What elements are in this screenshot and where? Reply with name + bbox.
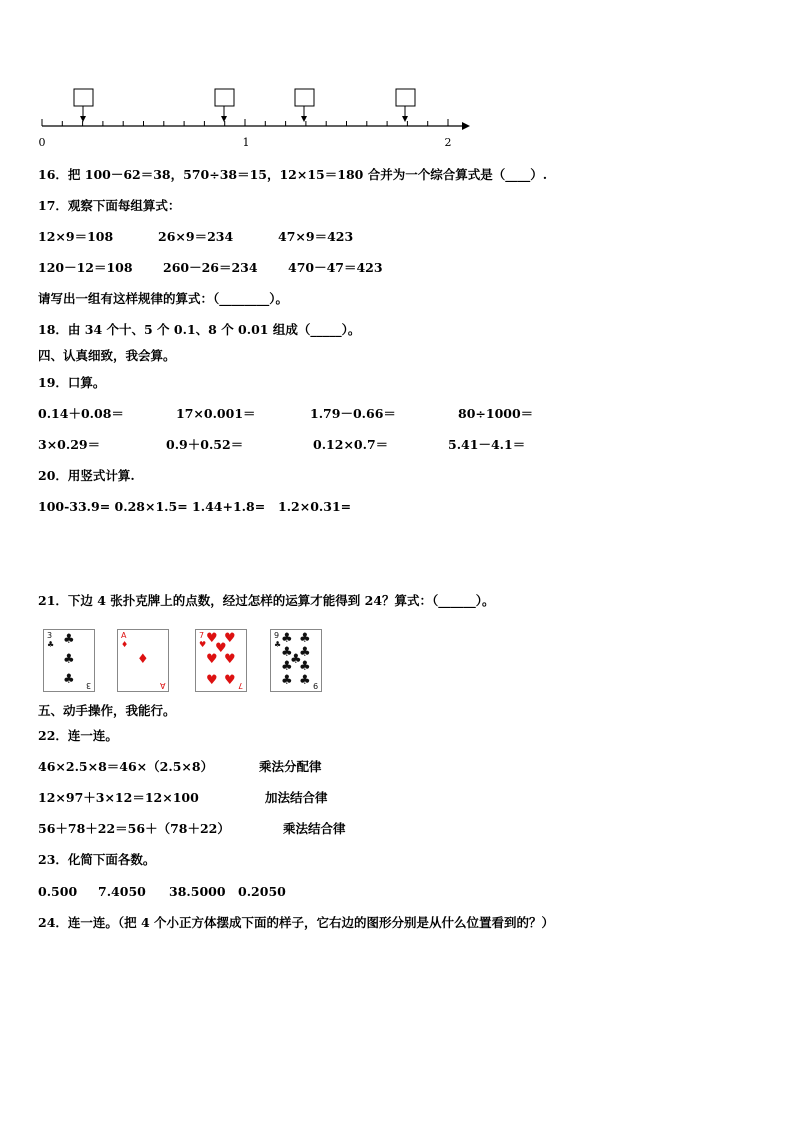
answer-box-2[interactable] <box>215 89 234 122</box>
q17-row2-item: 120－12＝108 <box>38 260 133 275</box>
question-19-title: 19．口算。 <box>38 375 106 390</box>
playing-card-a-diamonds <box>117 629 169 692</box>
question-16: 16．把 100－62＝38，570÷38＝15，12×15＝180 合并为一个综合算式是（____）. <box>38 167 548 182</box>
answer-box-4[interactable] <box>396 89 415 122</box>
section-5-title: 五、动手操作，我能行。 <box>38 703 176 718</box>
q17-row2-item: 260－26＝234 <box>163 260 258 275</box>
q19-row1-item: 0.14＋0.08＝ <box>38 406 124 421</box>
card-rank: A <box>121 631 127 640</box>
q19-row1-item: 80÷1000＝ <box>458 406 534 421</box>
question-21: 21．下边 4 张扑克牌上的点数，经过怎样的运算才能得到 24？算式：（______）。 <box>38 593 495 608</box>
number-line-label-1: 1 <box>242 136 250 149</box>
heart-icon: ♥ <box>206 673 218 688</box>
diamond-icon: ♦ <box>137 652 149 667</box>
q19-row2-item: 0.12×0.7＝ <box>313 437 389 452</box>
heart-icon: ♥ <box>206 652 218 667</box>
q17-row2-item: 470－47＝423 <box>288 260 383 275</box>
q19-row2-item: 0.9＋0.52＝ <box>166 437 244 452</box>
card-rank-inverted: A <box>159 681 165 690</box>
section-4-title: 四、认真细致，我会算。 <box>38 348 176 363</box>
card-suit: ♦ <box>121 640 129 649</box>
q23-value: 7.4050 <box>98 884 146 899</box>
club-icon: ♣ <box>63 632 75 647</box>
question-18: 18．由 34 个十、5 个 0.1、8 个 0.01 组成（_____）。 <box>38 322 361 337</box>
q22-right-item: 乘法结合律 <box>283 821 346 836</box>
q19-row1-item: 1.79－0.66＝ <box>310 406 396 421</box>
q22-right-item: 乘法分配律 <box>259 759 322 774</box>
club-icon: ♣ <box>281 645 293 660</box>
question-20-right: 1.2×0.31= <box>278 499 352 514</box>
card-rank: 7 <box>199 631 205 640</box>
playing-card-9-clubs <box>270 629 322 692</box>
heart-icon: ♥ <box>224 673 236 688</box>
question-20-title: 20．用竖式计算. <box>38 468 135 483</box>
number-line <box>0 0 794 160</box>
question-24: 24．连一连。（把 4 个小正方体摆成下面的样子，它右边的图形分别是从什么位置看到的？） <box>38 915 555 930</box>
club-icon: ♣ <box>281 631 293 646</box>
heart-icon: ♥ <box>206 631 218 646</box>
number-line-label-2: 2 <box>444 136 452 149</box>
number-line-label-0: 0 <box>38 136 46 149</box>
heart-icon: ♥ <box>224 631 236 646</box>
question-23-title: 23．化简下面各数。 <box>38 852 156 867</box>
q19-row1-item: 17×0.001＝ <box>176 406 256 421</box>
card-rank: 9 <box>274 631 280 640</box>
club-icon: ♣ <box>281 659 293 674</box>
q22-left-item: 46×2.5×8＝46×（2.5×8） <box>38 759 214 774</box>
club-icon: ♣ <box>63 652 75 667</box>
club-icon: ♣ <box>299 631 311 646</box>
q22-left-item: 56＋78＋22＝56＋（78＋22） <box>38 821 230 836</box>
playing-card-3-clubs <box>43 629 95 692</box>
q17-row1-item: 26×9＝234 <box>158 229 234 244</box>
q17-row1-item: 47×9＝423 <box>278 229 354 244</box>
playing-card-7-hearts <box>195 629 247 692</box>
q22-left-item: 12×97＋3×12＝12×100 <box>38 790 199 805</box>
question-20-left: 100-33.9= 0.28×1.5= 1.44+1.8= <box>38 499 266 514</box>
q23-value: 0.2050 <box>238 884 286 899</box>
card-rank-inverted: 9 <box>312 681 318 690</box>
club-icon: ♣ <box>281 673 293 688</box>
answer-box-3[interactable] <box>295 89 314 122</box>
card-rank-inverted: 3 <box>85 681 91 690</box>
card-rank-inverted: 7 <box>237 681 243 690</box>
q23-value: 0.500 <box>38 884 78 899</box>
q23-value: 38.5000 <box>169 884 226 899</box>
club-icon: ♣ <box>290 652 302 667</box>
club-icon: ♣ <box>299 645 311 660</box>
q19-row2-item: 5.41－4.1＝ <box>448 437 526 452</box>
card-suit: ♣ <box>47 640 55 649</box>
answer-box-1[interactable] <box>74 89 93 122</box>
heart-icon: ♥ <box>215 641 227 656</box>
club-icon: ♣ <box>299 673 311 688</box>
question-17-prompt: 请写出一组有这样规律的算式：（________）。 <box>38 291 289 306</box>
club-icon: ♣ <box>299 659 311 674</box>
card-suit: ♥ <box>199 640 207 649</box>
card-suit: ♣ <box>274 640 282 649</box>
q17-row1-item: 12×9＝108 <box>38 229 114 244</box>
q19-row2-item: 3×0.29＝ <box>38 437 101 452</box>
q22-right-item: 加法结合律 <box>265 790 328 805</box>
card-rank: 3 <box>47 631 53 640</box>
question-22-title: 22．连一连。 <box>38 728 118 743</box>
club-icon: ♣ <box>63 672 75 687</box>
heart-icon: ♥ <box>224 652 236 667</box>
question-17-title: 17．观察下面每组算式： <box>38 198 181 213</box>
